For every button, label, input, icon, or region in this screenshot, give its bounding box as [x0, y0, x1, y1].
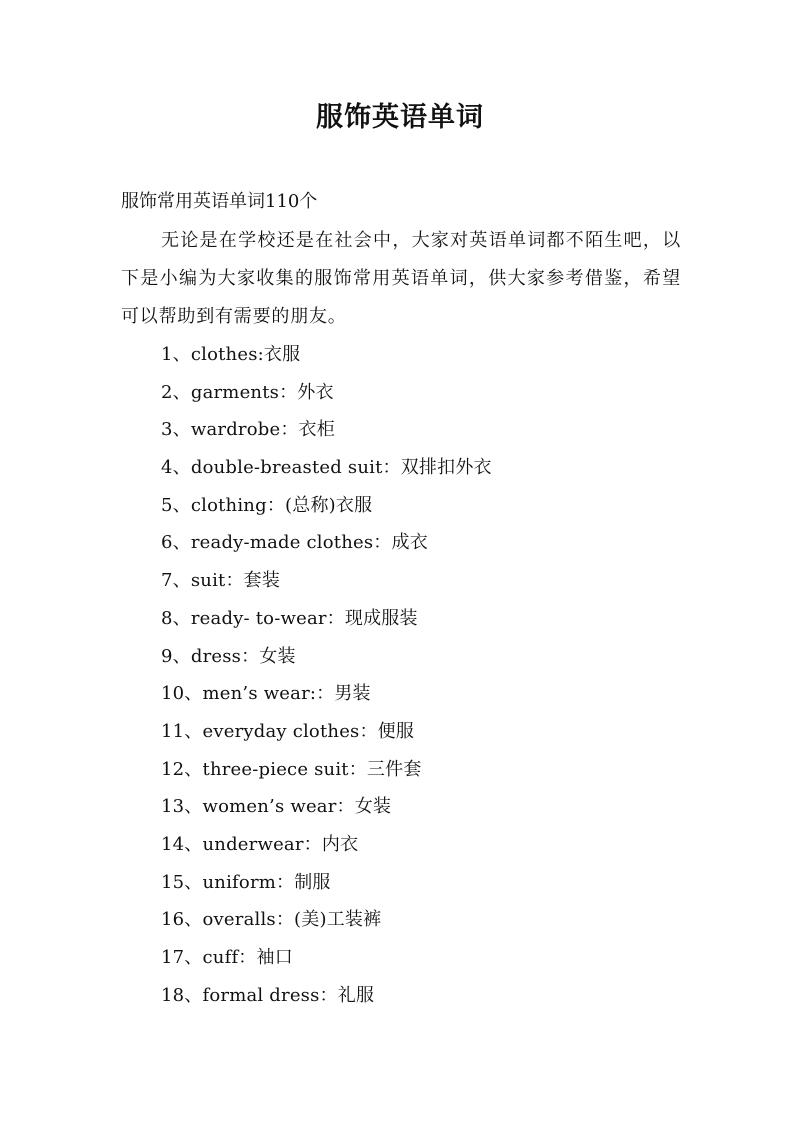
list-item: 1、clothes:衣服 [161, 344, 301, 365]
list-item: 2、garments：外衣 [161, 381, 334, 403]
list-item: 5、clothing：(总称)衣服 [161, 494, 373, 516]
list-item: 18、formal dress：礼服 [161, 984, 375, 1006]
list-item: 13、women’s wear：女装 [161, 796, 392, 818]
list-item: 14、underwear：内衣 [161, 833, 359, 855]
list-item: 3、wardrobe：衣柜 [161, 419, 335, 441]
list-item: 16、overalls：(美)工装裤 [161, 909, 382, 931]
list-item: 6、ready-made clothes：成衣 [161, 532, 428, 554]
intro-paragraph: 无论是在学校还是在社会中，大家对英语单词都不陌生吧，以下是小编为大家收集的服饰常用英语单词，供大家参考借鉴，希望可以帮助到有需要的朋友。 [121, 230, 681, 327]
list-item: 9、dress：女装 [161, 645, 296, 667]
list-item: 8、ready- to-wear：现成服装 [161, 607, 418, 629]
list-item: 7、suit：套装 [161, 570, 281, 592]
list-item: 10、men’s wear:：男装 [161, 683, 371, 705]
list-item: 11、everyday clothes：便服 [161, 720, 415, 742]
list-item: 12、three-piece suit：三件套 [161, 758, 422, 780]
list-item: 15、uniform：制服 [161, 871, 331, 893]
document-title: 服饰英语单词 [316, 102, 484, 133]
vocabulary-list [161, 336, 492, 1014]
list-item: 17、cuff：袖口 [161, 947, 293, 968]
document-subtitle: 服饰常用英语单词110个 [121, 191, 318, 212]
list-item: 4、double-breasted suit：双排扣外衣 [161, 457, 492, 479]
